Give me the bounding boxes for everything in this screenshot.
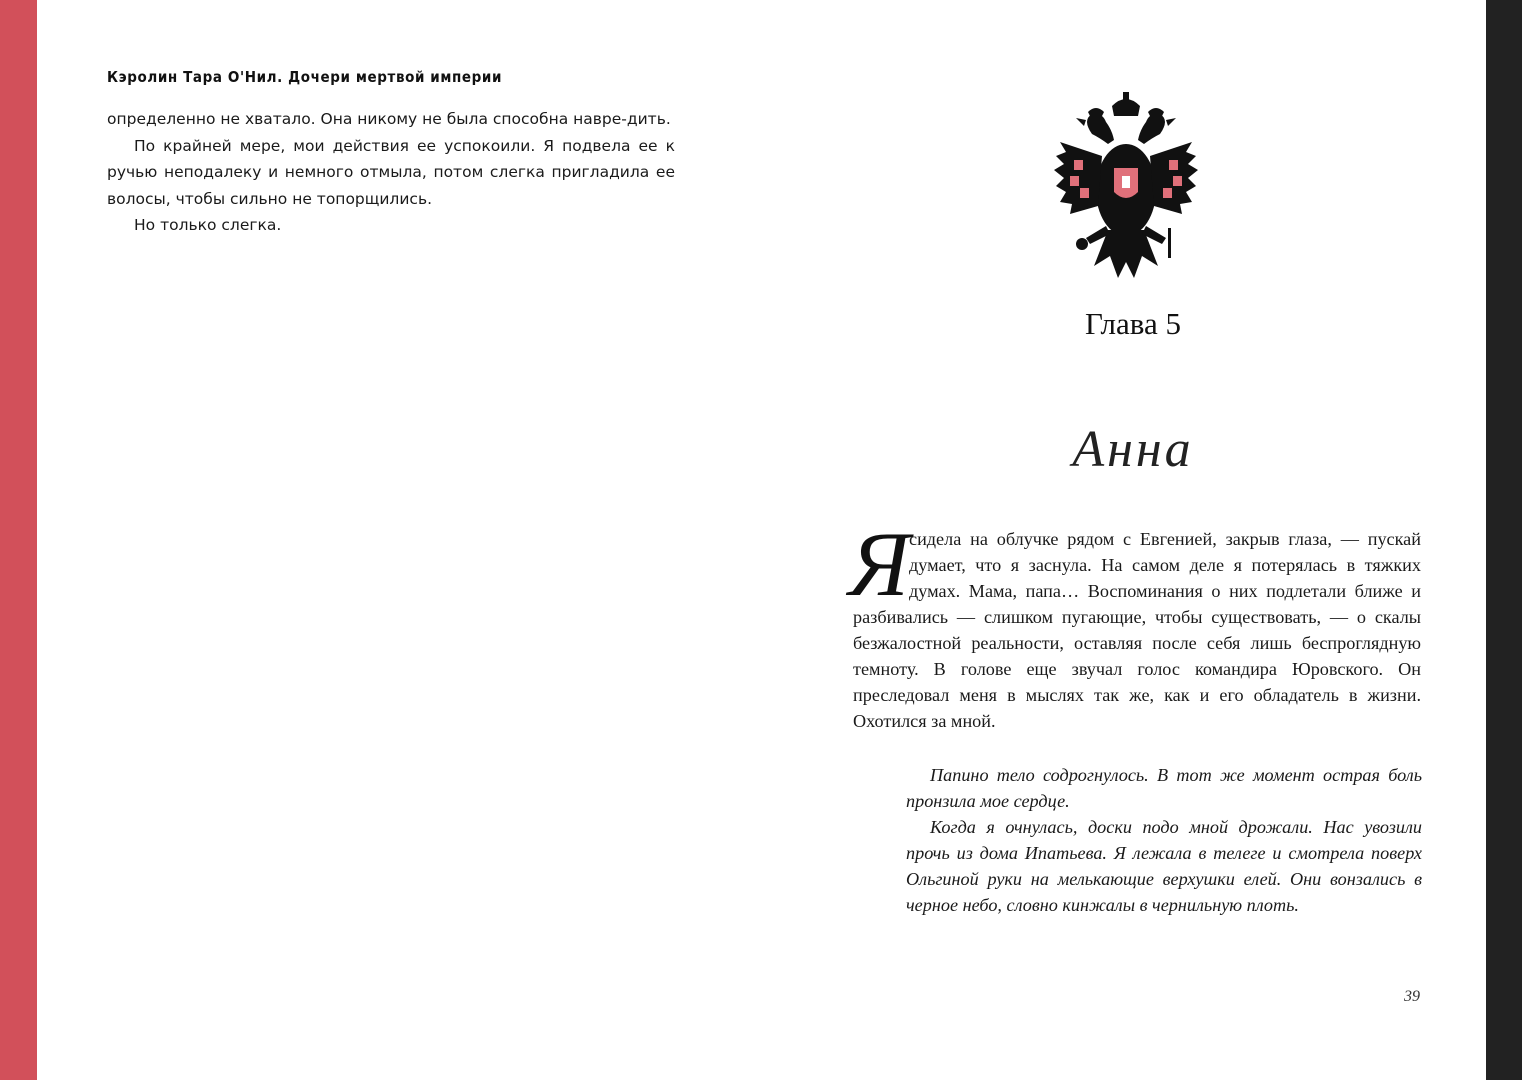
chapter-number: Глава 5 [1084, 306, 1182, 341]
double-headed-eagle-icon [1052, 90, 1200, 282]
italic-paragraph-1: Папино тело содрогнулось. В тот же момент острая боль пронзила мое сердце. [906, 765, 1422, 811]
chapter-title: Анна [1072, 421, 1194, 478]
left-paragraph-1: определенно не хватало. Она никому не была способна навре-дить. [107, 110, 671, 128]
left-page-text [107, 106, 675, 239]
italic-flashback-text [906, 762, 1422, 918]
page-number: 39 [1404, 988, 1420, 1005]
italic-paragraph-2: Когда я очнулась, доски подо мной дрожали. Нас увозили прочь из дома Ипатьева. Я лежала в телеге и смотрела поверх Ольгиной руки на мелькающие верхушки елей. Они вонзались в черное небо, словно кинжалы в чернильную плоть. [906, 817, 1422, 915]
left-paragraph-2: По крайней мере, мои действия ее успокоили. Я подвела ее к ручью неподалеку и немного отмыла, потом слегка пригладила ее волосы, чтобы сильно не топорщились. [107, 136, 675, 208]
chapter-opening-text [849, 513, 1421, 734]
opening-paragraph: сидела на облучке рядом с Евгенией, закрыв глаза, — пускай думает, что я заснула. На самом деле я потерялась в тяжких думах. Мама, папа… Воспоминания о них подлетали ближе и разбивались — слишком пугающие, чтобы существовать, — о скалы безжалостной реальности, оставляя после себя лишь беспроглядную темноту. В голове еще звучал голос командира Юровского. Он преследовал меня в мыслях так же, как и его обладатель в жизни. Охотился за мной. [853, 529, 1421, 731]
left-paragraph-3: Но только слегка. [134, 216, 282, 235]
right-page-edge-band [1486, 0, 1522, 1080]
drop-cap: Я [849, 513, 910, 615]
left-page-edge-band [0, 0, 37, 1080]
running-head: Кэролин Тара О'Нил. Дочери мертвой империи [107, 68, 503, 86]
